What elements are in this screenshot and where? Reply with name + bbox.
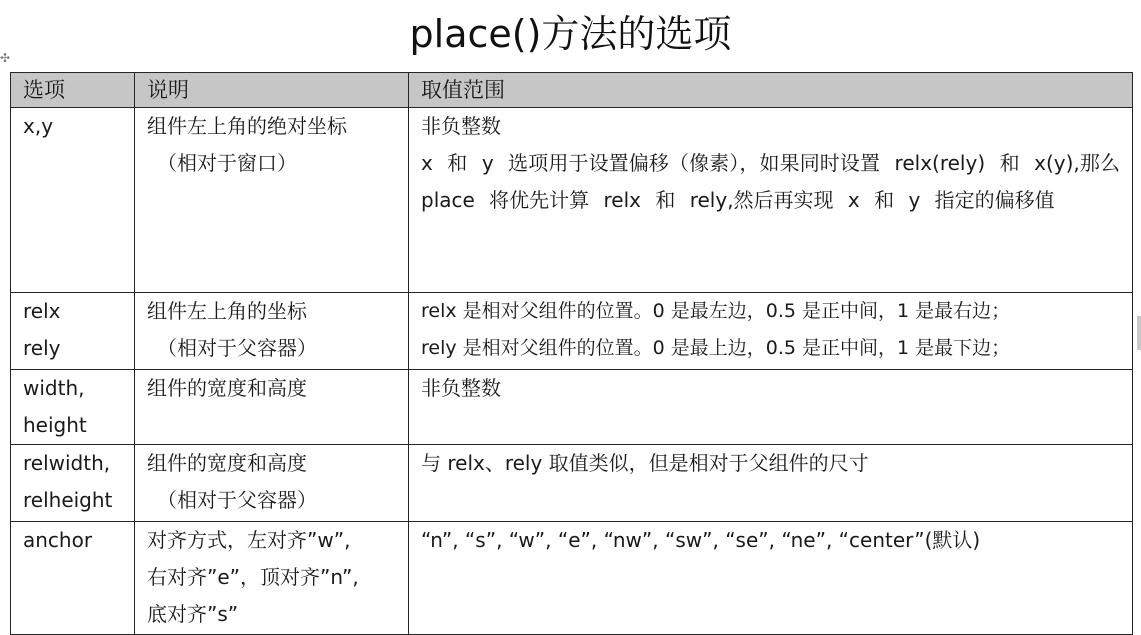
range-line: 非负整数 [421, 376, 501, 400]
scrollbar-nub[interactable] [1137, 316, 1141, 350]
header-option: 选项 [11, 73, 135, 108]
range-cell [409, 108, 1133, 293]
option-name: relwidth, [23, 451, 111, 475]
range-line: 非负整数 [421, 114, 501, 138]
description-line: 组件的宽度和高度 [147, 451, 307, 475]
option-name: width, [23, 376, 85, 400]
description-line: 组件左上角的绝对坐标 [147, 114, 347, 138]
option-name: height [23, 413, 87, 437]
option-name: relx [23, 299, 61, 323]
description-line: 对齐方式，左对齐”w”, [147, 528, 351, 552]
option-cell [11, 522, 135, 635]
range-cell [409, 522, 1133, 635]
description-cell [135, 445, 409, 522]
option-cell [11, 445, 135, 522]
description-line: 底对齐”s” [147, 602, 239, 626]
option-name: x,y [23, 114, 54, 138]
option-name: anchor [23, 528, 93, 552]
page-title: place()方法的选项 [409, 12, 732, 56]
option-name: relheight [23, 488, 113, 512]
range-cell [409, 293, 1133, 370]
option-cell [11, 108, 135, 293]
option-cell [11, 370, 135, 445]
range-line: x 和 y 选项用于设置偏移（像素），如果同时设置 relx(rely) 和 x(y),那么 place 将优先计算 relx 和 rely,然后再实现 x 和 y 指定的偏移值 [421, 151, 1120, 212]
range-cell [409, 370, 1133, 445]
description-line: 组件的宽度和高度 [147, 376, 307, 400]
table-row [11, 293, 1133, 370]
description-cell [135, 370, 409, 445]
description-cell [135, 293, 409, 370]
table-row [11, 108, 1133, 293]
option-name: rely [23, 336, 61, 360]
description-line: 组件左上角的坐标 [147, 299, 307, 323]
description-line: （相对于窗口） [157, 151, 297, 175]
description-cell [135, 522, 409, 635]
description-line: （相对于父容器） [157, 488, 317, 512]
header-row [11, 73, 1133, 108]
range-cell [409, 445, 1133, 522]
table-row [11, 522, 1133, 635]
options-table [10, 72, 1133, 635]
range-line: relx 是相对父组件的位置。0 是最左边，0.5 是正中间，1 是最右边； [421, 300, 1011, 322]
move-handle-icon[interactable]: ✣ [0, 51, 11, 65]
description-line: （相对于父容器） [157, 336, 317, 360]
table-row [11, 445, 1133, 522]
option-cell [11, 293, 135, 370]
description-cell [135, 108, 409, 293]
table-header [11, 73, 1133, 108]
table-row [11, 370, 1133, 445]
range-line: 与 relx、rely 取值类似，但是相对于父组件的尺寸 [421, 451, 869, 475]
description-line: 右对齐”e”，顶对齐”n”, [147, 565, 359, 589]
range-line: “n”, “s”, “w”, “e”, “nw”, “sw”, “se”, “ne”, “center”(默认) [421, 528, 981, 552]
header-range: 取值范围 [409, 73, 1133, 108]
header-description: 说明 [135, 73, 409, 108]
range-line: rely 是相对父组件的位置。0 是最上边，0.5 是正中间，1 是最下边； [421, 337, 1011, 359]
